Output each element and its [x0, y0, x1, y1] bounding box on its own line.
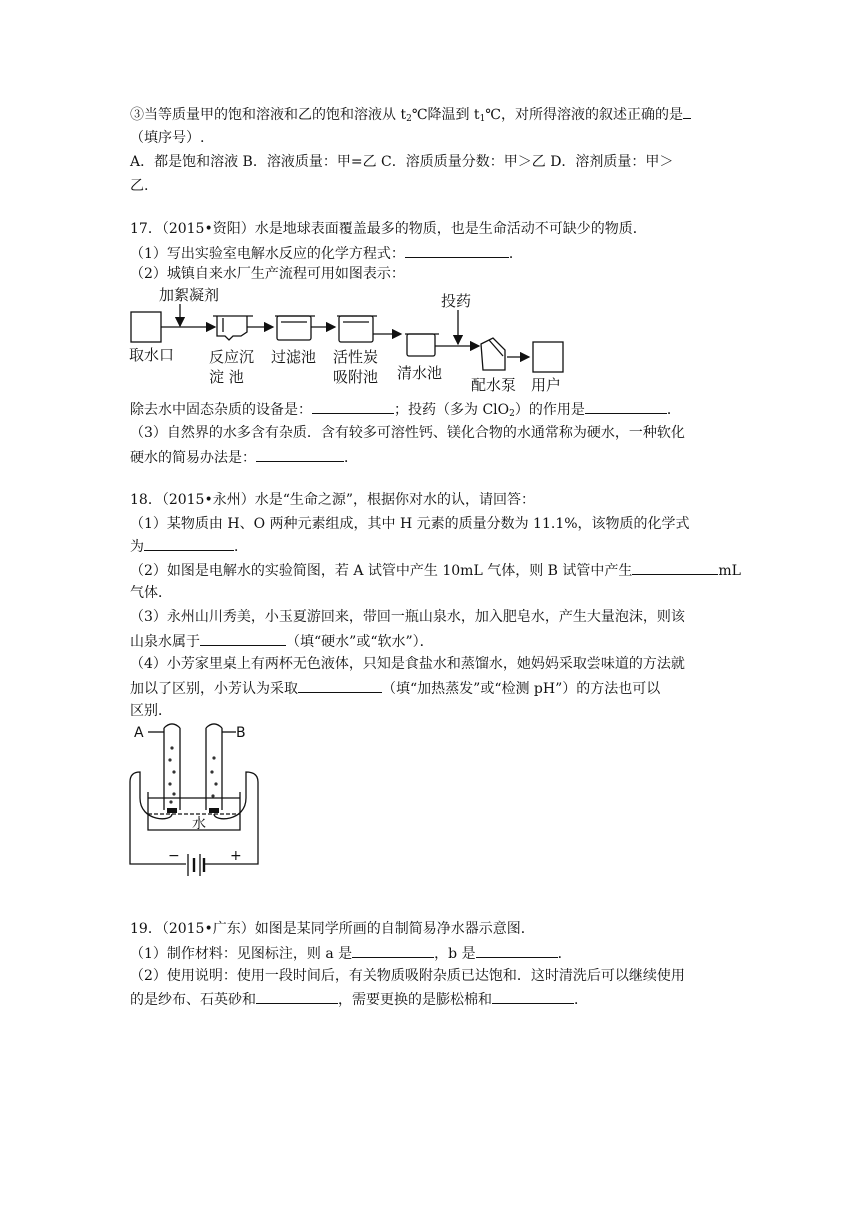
intake-box	[131, 312, 161, 342]
answer-blank	[683, 104, 691, 119]
answer-blank	[298, 678, 382, 693]
label-pump: 配水泵	[471, 376, 517, 394]
answer-blank	[256, 989, 338, 1004]
q18-part-1-line-2: 为 ．	[130, 536, 248, 557]
q16-line-1: ③当等质量甲的饱和溶液和乙的饱和溶液从 $t_2℃$降温到 $t_1℃$，对所得溶液的叙述正确的是	[130, 104, 691, 129]
q18-part-4-line-2: 加以了区别，小芳认为采取 （填“加热蒸发”或“检测 pH”）的方法也可以	[130, 678, 660, 699]
label-coagulant: 加絮凝剂	[159, 286, 220, 304]
carbon-tank	[339, 316, 373, 342]
q18-part-4-line-1: （4）小芳家里桌上有两杯无色液体，只知是食盐水和蒸馏水，她妈妈采取尝味道的方法就	[130, 656, 685, 672]
q19-part-2-line-1: （2）使用说明：使用一段时间后，有关物质吸附杂质已达饱和．这时清洗后可以继续使用	[130, 968, 685, 984]
label-a: A	[134, 725, 144, 741]
answer-blank	[256, 447, 344, 462]
label-reaction-1: 反应沉	[209, 348, 255, 366]
answer-blank	[144, 536, 234, 551]
label-carbon-1: 活性炭	[333, 348, 379, 366]
water-treatment-diagram	[125, 282, 585, 394]
filter-tank	[277, 316, 311, 340]
answer-blank	[405, 243, 509, 258]
q18-part-1-line-1: （1）某物质由 H、O 两种元素组成，其中 H 元素的质量分数为 11.1%，该物质的化学式	[130, 516, 690, 532]
q17-part-3-line-2: 硬水的简易办法是： ．	[130, 447, 358, 468]
label-clear-water: 清水池	[397, 364, 443, 382]
user-box	[533, 342, 563, 372]
label-reaction-2: 淀 池	[209, 368, 244, 386]
q17-header: 17．（2015•资阳）水是地球表面覆盖最多的物质，也是生命活动不可缺少的物质．	[130, 221, 647, 237]
label-carbon-2: 吸附池	[333, 368, 379, 386]
q18-part-2-line-1: （2）如图是电解水的实验简图，若 A 试管中产生 10mL 气体，则 B 试管中产生 mL	[130, 560, 741, 581]
label-plus: +	[230, 848, 242, 864]
electrode-b	[209, 808, 219, 813]
clear-water-tank	[407, 334, 435, 356]
label-intake: 取水口	[129, 346, 175, 364]
label-filter: 过滤池	[271, 348, 317, 366]
answer-blank	[476, 943, 558, 958]
q16-line-2: （填序号）.	[130, 130, 205, 146]
answer-blank	[632, 560, 718, 575]
reaction-tank	[217, 316, 247, 340]
tube-a	[164, 724, 180, 810]
label-dosing: 投药	[441, 292, 472, 310]
electrolysis-figure	[126, 718, 276, 888]
q16-options: A．都是饱和溶液 B．溶液质量：甲=乙 C．溶质质量分数：甲＞乙 D．溶剂质量：甲＞	[130, 154, 674, 170]
label-minus: −	[168, 848, 180, 864]
answer-blank	[352, 943, 434, 958]
q18-header: 18．（2015•永州）水是“生命之源”，根据你对水的认，请回答：	[130, 492, 536, 508]
q18-part-2-line-2: 气体．	[130, 585, 172, 601]
q19-part-2-line-2: 的是纱布、石英砂和 ，需要更换的是膨松棉和 ．	[130, 989, 588, 1010]
q18-part-3-line-2: 山泉水属于 （填“硬水”或“软水”）．	[130, 631, 434, 652]
q18-part-3-line-1: （3）永州山川秀美，小玉夏游回来，带回一瓶山泉水，加入肥皂水，产生大量泡沫，则该	[130, 609, 685, 625]
answer-blank	[312, 399, 394, 414]
answer-blank	[200, 631, 286, 646]
answer-blank	[492, 989, 574, 1004]
q16-line-4: 乙.	[130, 178, 149, 194]
q19-header: 19．（2015•广东）如图是某同学所画的自制简易净水器示意图．	[130, 921, 535, 937]
label-b: B	[236, 725, 246, 741]
q17-part-2-question: 除去水中固态杂质的设备是： ；投药（多为 ClO$_2$）的作用是 ．	[130, 399, 681, 424]
q17-part-2: （2）城镇自来水厂生产流程可用如图表示：	[130, 266, 405, 282]
q18-part-4-line-3: 区别．	[130, 703, 172, 719]
q19-part-1: （1）制作材料：见图标注，则 a 是 ，b 是 ．	[130, 943, 572, 964]
answer-blank	[585, 399, 667, 414]
q17-part-1: （1）写出实验室电解水反应的化学方程式： ．	[130, 243, 523, 264]
electrode-a	[167, 808, 177, 813]
label-water: 水	[192, 816, 206, 832]
q17-part-3-line-1: （3）自然界的水多含有杂质．含有较多可溶性钙、镁化合物的水通常称为硬水，一种软化	[130, 425, 685, 441]
label-user: 用户	[531, 376, 562, 394]
